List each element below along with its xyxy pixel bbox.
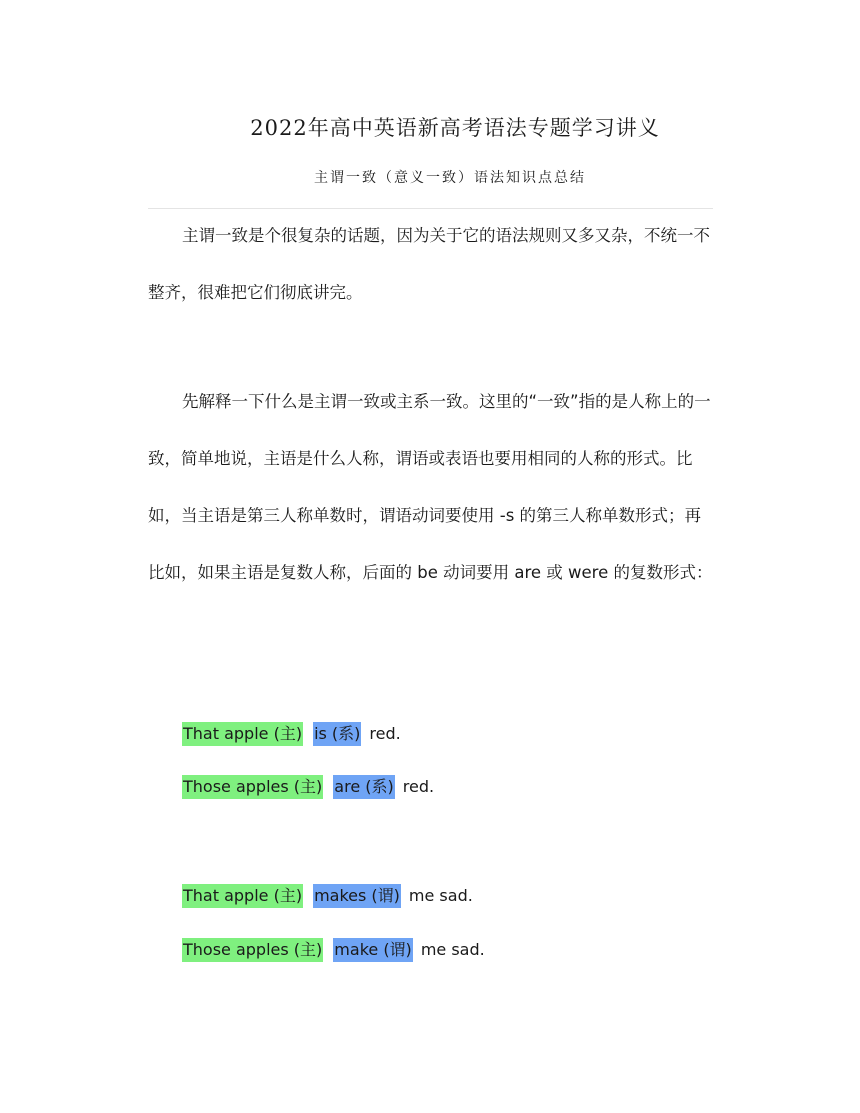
verb-highlight: is (系) xyxy=(313,722,361,746)
example-sentence xyxy=(182,884,473,908)
page-subtitle: 主谓一致（意义一致）语法知识点总结 xyxy=(314,170,586,186)
subject-highlight: That apple (主) xyxy=(182,722,303,746)
explanation-paragraph-text: 先解释一下什么是主谓一致或主系一致。这里的“一致”指的是人称上的一致，简单地说，主语是什么人称，谓语或表语也要用相同的人称的形式。比如，当主语是第三人称单数时，谓语动词要使用 -s 的第三人称单数形式；再比如，如果主语是复数人称，后面的 be 动词要用 are 或 were 的复数形式： xyxy=(148,392,713,582)
example-sentence xyxy=(182,775,434,799)
subject-highlight: Those apples (主) xyxy=(182,775,323,799)
verb-highlight: make (谓) xyxy=(333,938,413,962)
subject-highlight: Those apples (主) xyxy=(182,938,323,962)
explanation-paragraph xyxy=(148,373,713,601)
sentence-rest: me sad. xyxy=(408,886,473,905)
example-sentence xyxy=(182,722,401,746)
page-title: 2022年高中英语新高考语法专题学习讲义 xyxy=(250,116,660,140)
sentence-rest: red. xyxy=(402,777,435,796)
subject-highlight: That apple (主) xyxy=(182,884,303,908)
intro-paragraph xyxy=(148,207,713,321)
intro-paragraph-text: 主谓一致是个很复杂的话题，因为关于它的语法规则又多又杂，不统一不整齐，很难把它们彻底讲完。 xyxy=(148,226,710,302)
sentence-rest: me sad. xyxy=(420,940,485,959)
sentence-rest: red. xyxy=(369,724,401,743)
verb-highlight: are (系) xyxy=(333,775,394,799)
example-sentence xyxy=(182,938,485,962)
verb-highlight: makes (谓) xyxy=(313,884,401,908)
